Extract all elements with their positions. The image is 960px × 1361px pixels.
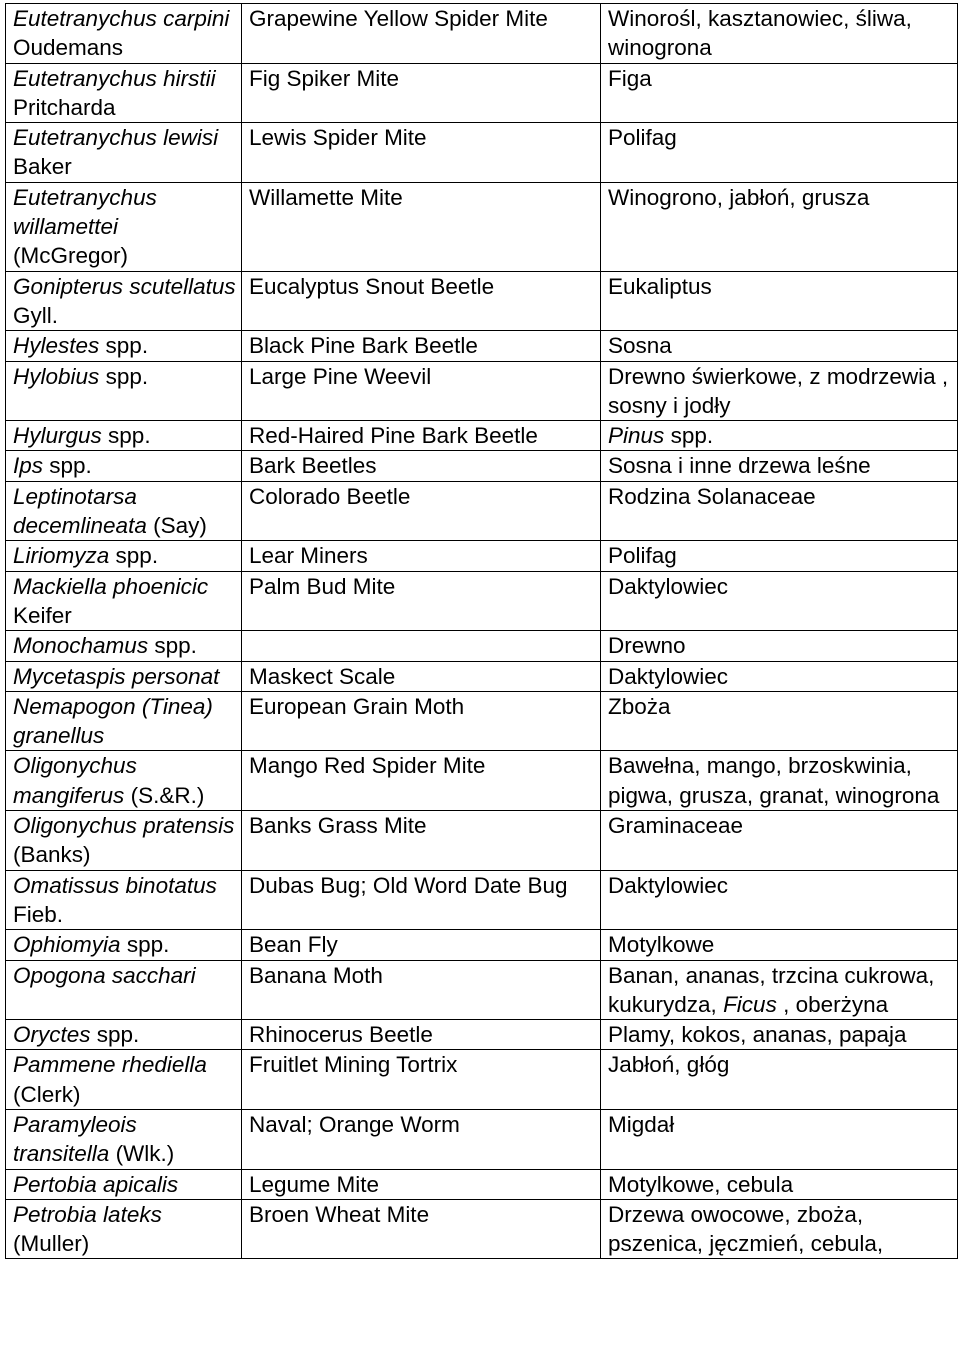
host-text-segment: Jabłoń, głóg [608, 1052, 730, 1078]
species-text-segment: Nemapogon [13, 693, 136, 719]
species-cell [6, 631, 242, 661]
host-text-segment: , oberżyna [783, 991, 889, 1017]
species-text-segment: spp. [108, 423, 151, 449]
species-text-segment: Ips [13, 453, 44, 479]
table-row [6, 870, 958, 930]
species-text-segment: personat [131, 663, 220, 689]
species-text-segment: Oligonychus [13, 813, 137, 839]
table-row [6, 1050, 958, 1110]
species-cell [6, 751, 242, 811]
species-cell [6, 182, 242, 271]
host-text-segment: Motylkowe, cebula [608, 1171, 794, 1197]
common-name-cell: Rhinocerus Beetle [242, 1020, 601, 1050]
host-cell [601, 571, 958, 631]
table-row [6, 1020, 958, 1050]
species-cell [6, 481, 242, 541]
species-text-segment: Opogona sacchari [13, 962, 196, 988]
host-text-segment: Motylkowe [608, 932, 715, 958]
pest-table-body [6, 4, 958, 1259]
species-cell [6, 271, 242, 331]
host-cell [601, 123, 958, 183]
species-text-segment: Mackiella [13, 573, 107, 599]
species-text-segment: Mycetaspis [13, 663, 126, 689]
table-row [6, 751, 958, 811]
host-text-segment: spp. [670, 423, 714, 449]
species-cell [6, 870, 242, 930]
common-name-cell: Banks Grass Mite [242, 811, 601, 871]
host-text-segment: Drewno świerkowe, z modrzewia , sosny i jodły [608, 363, 949, 418]
species-text-segment: Oligonychus [13, 753, 137, 779]
species-text-segment: Hylurgus [13, 423, 102, 449]
host-text-segment: Polifag [608, 543, 677, 569]
species-cell [6, 1169, 242, 1199]
species-text-segment: Hylestes [13, 333, 100, 359]
host-cell [601, 691, 958, 751]
common-name-cell: Mango Red Spider Mite [242, 751, 601, 811]
species-text-segment: Ophiomyia [13, 932, 121, 958]
common-name-cell: Fig Spiker Mite [242, 63, 601, 123]
common-name-cell [242, 631, 601, 661]
common-name-cell: Fruitlet Mining Tortrix [242, 1050, 601, 1110]
species-text-segment: (Tinea) granellus [13, 693, 213, 749]
species-text-segment: spp. [126, 932, 170, 958]
host-cell [601, 811, 958, 871]
species-text-segment: spp. [105, 333, 149, 359]
host-cell [601, 271, 958, 331]
species-cell [6, 1020, 242, 1050]
host-cell [601, 451, 958, 481]
table-row [6, 451, 958, 481]
table-row [6, 421, 958, 451]
host-text-segment: Pinus [608, 423, 665, 449]
host-cell [601, 481, 958, 541]
host-text-segment: Figa [608, 65, 652, 91]
table-row [6, 631, 958, 661]
host-text-segment: Zboża [608, 693, 671, 719]
species-cell [6, 960, 242, 1020]
species-cell [6, 691, 242, 751]
host-text-segment: Ficus [723, 991, 777, 1017]
table-row [6, 571, 958, 631]
species-text-segment: spp. [49, 453, 92, 479]
host-text-segment: Drewno [608, 633, 686, 659]
species-text-segment: Eutetranychus [13, 65, 157, 91]
species-text-segment: Pertobia apicalis [13, 1171, 179, 1197]
host-cell [601, 930, 958, 960]
species-text-segment: transitella [13, 1141, 110, 1167]
host-cell [601, 361, 958, 421]
common-name-cell: Banana Moth [242, 960, 601, 1020]
common-name-cell: Legume Mite [242, 1169, 601, 1199]
species-text-segment: Oryctes [13, 1022, 91, 1048]
species-cell [6, 331, 242, 361]
table-row [6, 123, 958, 183]
table-row [6, 4, 958, 64]
species-text-segment: rhediella [121, 1052, 207, 1078]
species-text-segment: (McGregor) [13, 243, 129, 269]
table-row [6, 63, 958, 123]
species-text-segment: lewisi [163, 125, 219, 151]
common-name-cell: Bark Beetles [242, 451, 601, 481]
species-text-segment: (S.&R.) [130, 782, 205, 808]
species-text-segment: spp. [105, 363, 149, 389]
host-cell [601, 870, 958, 930]
species-cell [6, 421, 242, 451]
species-cell [6, 930, 242, 960]
common-name-cell: Bean Fly [242, 930, 601, 960]
common-name-cell: Dubas Bug; Old Word Date Bug [242, 870, 601, 930]
host-text-segment: Daktylowiec [608, 872, 729, 898]
species-text-segment: spp. [96, 1022, 140, 1048]
species-cell [6, 123, 242, 183]
species-cell [6, 661, 242, 691]
host-text-segment: Polifag [608, 125, 677, 151]
species-cell [6, 451, 242, 481]
common-name-cell: Broen Wheat Mite [242, 1199, 601, 1259]
species-text-segment: carpini [163, 6, 230, 31]
table-row [6, 1109, 958, 1169]
species-text-segment: (Banks) [13, 842, 91, 868]
species-cell [6, 571, 242, 631]
species-text-segment: phoenicic [113, 573, 209, 599]
host-text-segment: Graminaceae [608, 813, 744, 839]
species-text-segment: Oudemans [13, 35, 124, 61]
species-text-segment: Liriomyza [13, 543, 110, 569]
table-row [6, 182, 958, 271]
table-row [6, 930, 958, 960]
species-cell [6, 4, 242, 64]
common-name-cell: Lewis Spider Mite [242, 123, 601, 183]
host-text-segment: Banan, ananas, trzcina cukrowa, kukurydza, [608, 962, 935, 1017]
species-text-segment: spp. [154, 633, 197, 659]
host-cell [601, 4, 958, 64]
host-cell [601, 182, 958, 271]
species-cell [6, 811, 242, 871]
host-cell [601, 63, 958, 123]
species-cell [6, 541, 242, 571]
species-cell [6, 1050, 242, 1110]
host-text-segment: Sosna [608, 333, 672, 359]
host-text-segment: Rodzina Solanaceae [608, 483, 816, 509]
species-text-segment: scutellatus [129, 273, 236, 299]
species-text-segment: pratensis [143, 813, 235, 839]
species-text-segment: Eutetranychus [13, 184, 157, 210]
table-row [6, 481, 958, 541]
host-cell [601, 631, 958, 661]
host-text-segment: Winogrono, jabłoń, grusza [608, 184, 870, 210]
species-text-segment: spp. [115, 543, 159, 569]
species-text-segment: Gyll. [13, 302, 58, 328]
table-row [6, 331, 958, 361]
host-cell [601, 421, 958, 451]
host-text-segment: Sosna i inne drzewa leśne [608, 453, 871, 479]
species-cell [6, 63, 242, 123]
species-text-segment: Hylobius [13, 363, 100, 389]
species-text-segment: Gonipterus [13, 273, 124, 299]
common-name-cell: Large Pine Weevil [242, 361, 601, 421]
table-row [6, 1169, 958, 1199]
common-name-cell: Maskect Scale [242, 661, 601, 691]
host-text-segment: Plamy, kokos, ananas, papaja [608, 1022, 907, 1048]
species-text-segment: Pritcharda [13, 94, 116, 120]
common-name-cell: Willamette Mite [242, 182, 601, 271]
species-text-segment: decemlineata [13, 513, 147, 539]
common-name-cell: Colorado Beetle [242, 481, 601, 541]
common-name-cell: Palm Bud Mite [242, 571, 601, 631]
pest-table [5, 3, 958, 1259]
document-page [5, 3, 958, 1259]
host-cell [601, 541, 958, 571]
host-text-segment: Daktylowiec [608, 663, 729, 689]
common-name-cell: European Grain Moth [242, 691, 601, 751]
species-text-segment: willamettei [13, 214, 119, 240]
host-text-segment: Drzewa owocowe, zboża, pszenica, jęczmień, cebula, [608, 1201, 884, 1257]
common-name-cell: Naval; Orange Worm [242, 1109, 601, 1169]
table-row [6, 691, 958, 751]
common-name-cell: Grapewine Yellow Spider Mite [242, 4, 601, 64]
species-cell [6, 361, 242, 421]
species-text-segment: mangiferus [13, 782, 125, 808]
table-row [6, 541, 958, 571]
species-text-segment: binotatus [125, 872, 217, 898]
species-text-segment: Eutetranychus [13, 125, 157, 151]
common-name-cell: Lear Miners [242, 541, 601, 571]
species-text-segment: Pammene [13, 1052, 116, 1078]
host-cell [601, 1199, 958, 1259]
table-row [6, 1199, 958, 1259]
host-text-segment: Eukaliptus [608, 273, 712, 299]
host-cell [601, 1109, 958, 1169]
host-cell [601, 331, 958, 361]
host-text-segment: Migdał [608, 1111, 675, 1137]
common-name-cell: Black Pine Bark Beetle [242, 331, 601, 361]
species-text-segment: Petrobia lateks [13, 1201, 162, 1227]
host-cell [601, 661, 958, 691]
host-cell [601, 960, 958, 1020]
species-text-segment: Leptinotarsa [13, 483, 137, 509]
species-text-segment: Paramyleois [13, 1111, 137, 1137]
species-text-segment: Eutetranychus [13, 6, 157, 31]
species-text-segment: (Muller) [13, 1231, 90, 1257]
host-cell [601, 751, 958, 811]
species-text-segment: Monochamus [13, 633, 149, 659]
common-name-cell: Eucalyptus Snout Beetle [242, 271, 601, 331]
table-row [6, 271, 958, 331]
species-text-segment: (Clerk) [13, 1081, 81, 1107]
table-row [6, 661, 958, 691]
common-name-cell: Red-Haired Pine Bark Beetle [242, 421, 601, 451]
species-text-segment: Keifer [13, 602, 72, 628]
species-text-segment: (Say) [153, 513, 207, 539]
species-text-segment: (Wlk.) [115, 1141, 175, 1167]
species-text-segment: Omatissus [13, 872, 120, 898]
table-row [6, 811, 958, 871]
species-text-segment: Baker [13, 154, 72, 180]
host-cell [601, 1169, 958, 1199]
species-text-segment: hirstii [163, 65, 216, 91]
host-cell [601, 1050, 958, 1110]
host-text-segment: Winorośl, kasztanowiec, śliwa, winogrona [608, 6, 912, 61]
table-row [6, 361, 958, 421]
host-text-segment: Bawełna, mango, brzoskwinia, pigwa, grusza, granat, winogrona [608, 753, 940, 808]
species-text-segment: Fieb. [13, 901, 64, 927]
table-row [6, 960, 958, 1020]
host-cell [601, 1020, 958, 1050]
species-cell [6, 1199, 242, 1259]
host-text-segment: Daktylowiec [608, 573, 729, 599]
species-cell [6, 1109, 242, 1169]
